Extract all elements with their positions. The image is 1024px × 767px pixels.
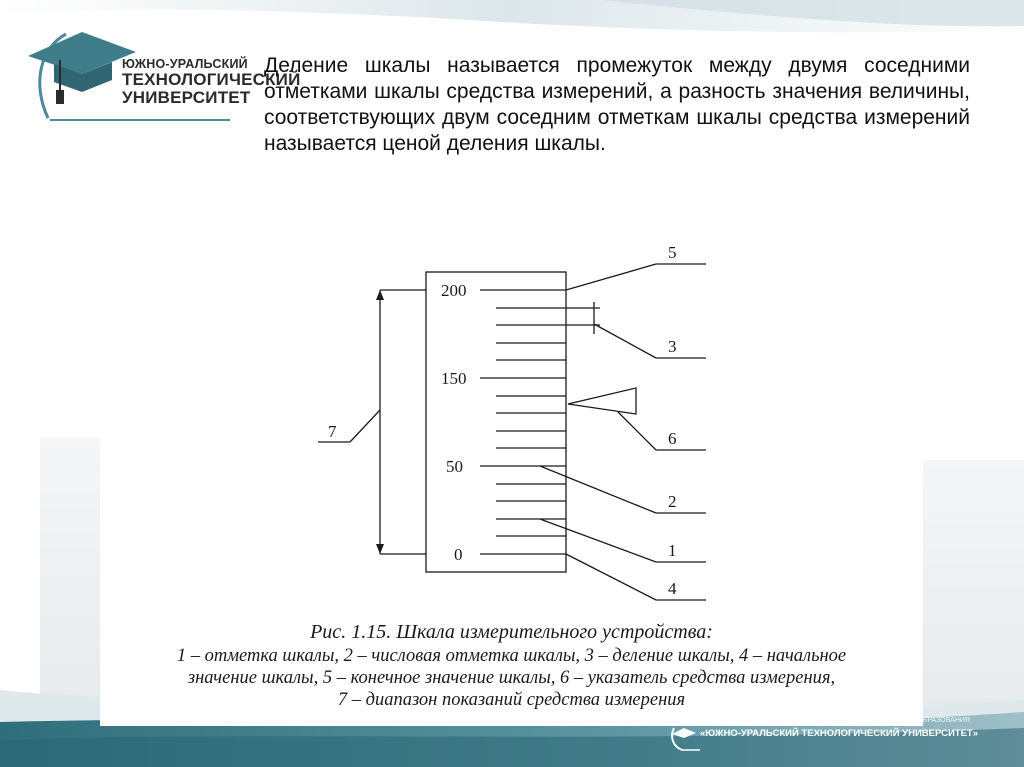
- university-logo: [20, 14, 301, 134]
- footer-title: «ЮЖНО-УРАЛЬСКИЙ ТЕХНОЛОГИЧЕСКИЙ УНИВЕРСИТЕТ»: [700, 728, 978, 739]
- callout-4: 4: [668, 579, 677, 598]
- definition-text: Деление шкалы называется промежуток между двумя соседними отметками шкалы средства измерений, а разность значения величины, соответствующих двум соседним отметкам шкалы средства измерений называется ценой деления шкалы.: [264, 54, 970, 155]
- callout-1: 1: [668, 541, 677, 560]
- figure-caption: [100, 620, 923, 711]
- pointer-icon: [568, 388, 636, 414]
- callout-6: 6: [668, 429, 677, 448]
- scale-label-50: 50: [446, 457, 463, 476]
- callout-2: 2: [668, 492, 677, 511]
- caption-line-2: значение шкалы, 5 – конечное значение шкалы, 6 – указатель средства измерения,: [187, 668, 836, 688]
- caption-title: Рис. 1.15. Шкала измерительного устройства:: [310, 621, 713, 643]
- callout-5: 5: [668, 243, 677, 262]
- footer-subtitle: …ГО ОБРАЗОВАНИЯ: [899, 717, 970, 724]
- caption-line-1: 1 – отметка шкалы, 2 – числовая отметка шкалы, 3 – деление шкалы, 4 – начальное: [176, 646, 847, 666]
- logo-line-2: ТЕХНОЛОГИЧЕСКИЙ: [122, 70, 301, 90]
- scale-label-0: 0: [454, 545, 463, 564]
- scale-body: [426, 272, 566, 572]
- footer-emblem-icon: [668, 724, 702, 754]
- logo-line-1: ЮЖНО-УРАЛЬСКИЙ: [122, 57, 248, 71]
- scale-label-150: 150: [441, 369, 467, 388]
- scale-label-200: 200: [441, 281, 467, 300]
- callout-7: 7: [328, 422, 337, 441]
- callout-3: 3: [668, 337, 677, 356]
- scale-diagram: [100, 216, 923, 616]
- logo-line-3: УНИВЕРСИТЕТ: [122, 87, 251, 107]
- caption-line-3: 7 – диапазон показаний средства измерения: [337, 690, 686, 710]
- scale-figure: [100, 216, 923, 726]
